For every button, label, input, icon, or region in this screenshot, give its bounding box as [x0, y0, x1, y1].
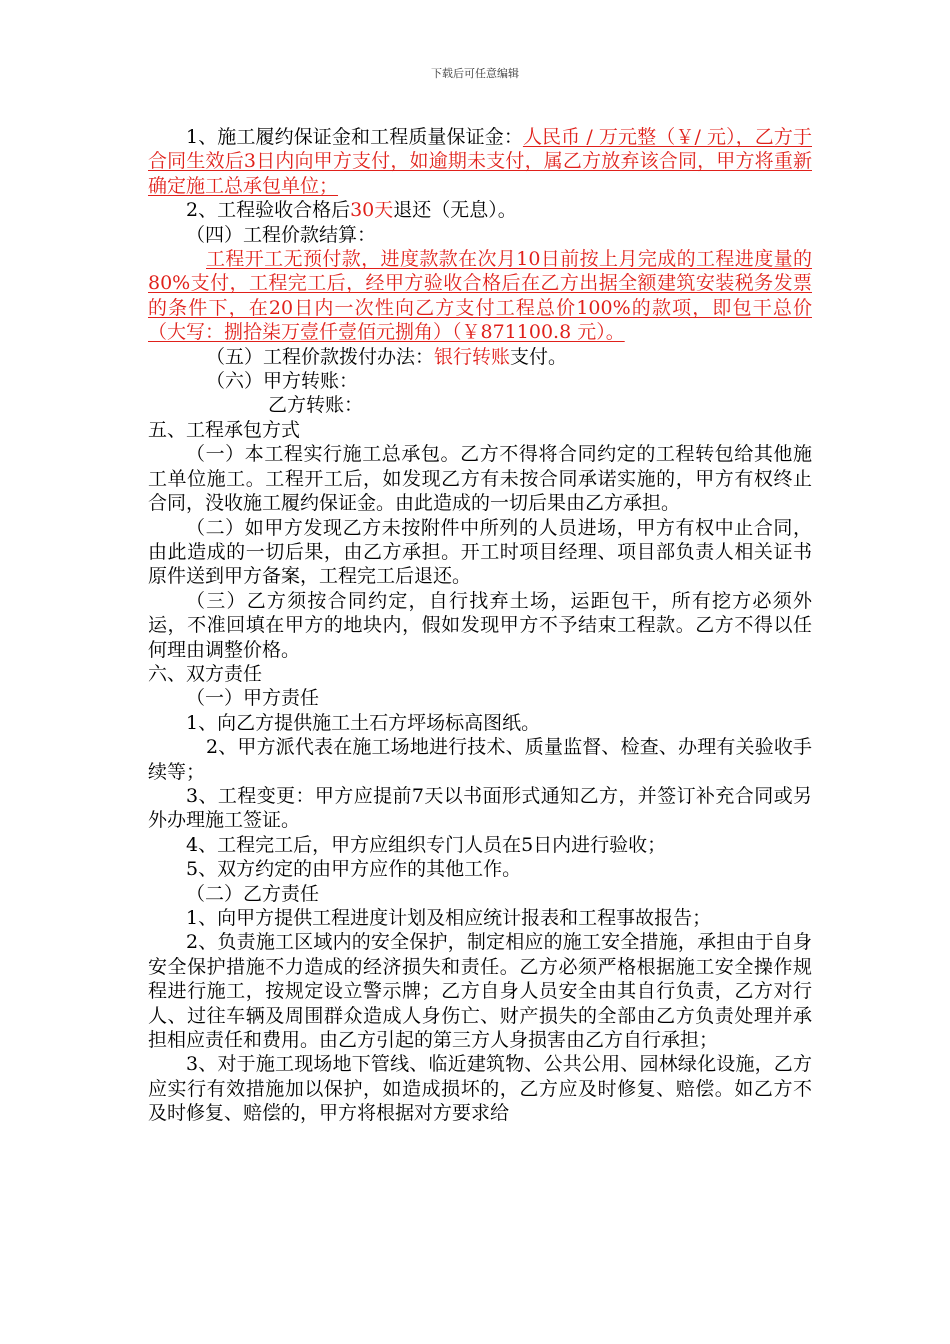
paragraph-payment-method: （五）工程价款拨付办法：银行转账支付。 [206, 345, 568, 368]
party-b-item-1: 1、向甲方提供工程进度计划及相应统计报表和工程事故报告； [186, 907, 712, 929]
paragraph-performance-bond: 1、施工履约保证金和工程质量保证金：人民币 / 万元整（￥/ 元），乙方于合同生效后3日内向甲方支付，如逾期未支付，属乙方放弃该合同，甲方将重新确定施工总承包单位； [148, 126, 812, 197]
paragraph-personnel: （二）如甲方发现乙方未按附件中所列的人员进场，甲方有权中止合同，由此造成的一切后果，由乙方承担。开工时项目经理、项目部负责人相关证书原件送到甲方备案，工程完工后退还。 [148, 516, 812, 588]
highlighted-bank-transfer: 银行转账 [434, 345, 511, 368]
document-body [148, 125, 812, 1126]
party-b-item-3: 3、对于施工现场地下管线、临近建筑物、公共公用、园林绿化设施，乙方应实行有效措施加以保护，如造成损坏的，乙方应及时修复、赔偿。如乙方不及时修复、赔偿的，甲方将根据对方要求给 [148, 1053, 812, 1125]
paragraph-spoil-disposal: （三）乙方须按合同约定，自行找弃土场，运距包干，所有挖方必须外运，不准回填在甲方的地块内，假如发现甲方不予结束工程款。乙方不得以任何理由调整价格。 [148, 589, 812, 661]
party-b-item-2: 2、负责施工区域内的安全保护，制定相应的施工安全措施，承担由于自身安全保护措施不力造成的经济损失和责任。乙方必须严格根据施工安全操作规程进行施工，按规定设立警示牌；乙方自身人员安全由其自行负责，乙方对行人、过往车辆及周围群众造成人身伤亡、财产损失的全部由乙方负责处理并承担相应责任和费用。由乙方引起的第三方人身损害由乙方自行承担； [148, 931, 812, 1052]
heading-responsibilities: 六、双方责任 [148, 662, 263, 685]
party-a-item-1: 1、向乙方提供施工土石方坪场标高图纸。 [186, 711, 541, 734]
party-a-item-2: 2、甲方派代表在施工场地进行技术、质量监督、检查、办理有关验收手续等； [148, 736, 812, 783]
party-a-transfer: （六）甲方转账： [206, 370, 359, 393]
highlighted-bond-terms: 人民币 / 万元整（￥/ 元），乙方于合同生效后3日内向甲方支付，如逾期未支付，属乙方放弃该合同，甲方将重新确定施工总承包单位； [148, 126, 812, 197]
subheading-party-a: （一）甲方责任 [186, 687, 320, 710]
paragraph-refund: 2、工程验收合格后30天退还（无息）。 [186, 199, 517, 222]
section-payment-settlement: （四）工程价款结算： [186, 223, 377, 246]
party-a-item-3: 3、工程变更：甲方应提前7天以书面形式通知乙方，并签订补充合同或另外办理施工签证。 [148, 784, 812, 832]
paragraph-payment-terms: 工程开工无预付款，进度款款在次月10日前按上月完成的工程进度量的80%支付，工程完工后，经甲方验收合格后在乙方出据全额建筑安装税务发票的条件下，在20日内一次性向乙方支付工程总价100%的款项，即包干总价（大写：捌拾柒万壹仟壹佰元捌角）（￥871100.8 元）。 [148, 248, 812, 344]
heading-contracting-method: 五、工程承包方式 [148, 418, 301, 441]
highlighted-days: 30天 [350, 199, 394, 222]
party-b-transfer: 乙方转账： [268, 394, 364, 417]
subheading-party-b: （二）乙方责任 [186, 882, 320, 905]
party-a-item-5: 5、双方约定的由甲方应作的其他工作。 [186, 858, 522, 881]
party-a-item-4: 4、工程完工后，甲方应组织专门人员在5日内进行验收； [186, 833, 667, 856]
paragraph-general-contracting: （一）本工程实行施工总承包。乙方不得将合同约定的工程转包给其他施工单位施工。工程开工后，如发现乙方有未按合同承诺实施的，甲方有权终止合同，没收施工履约保证金。由此造成的一切后果由乙方承担。 [148, 443, 812, 515]
page-header-note: 下载后可任意编辑 [431, 67, 519, 80]
